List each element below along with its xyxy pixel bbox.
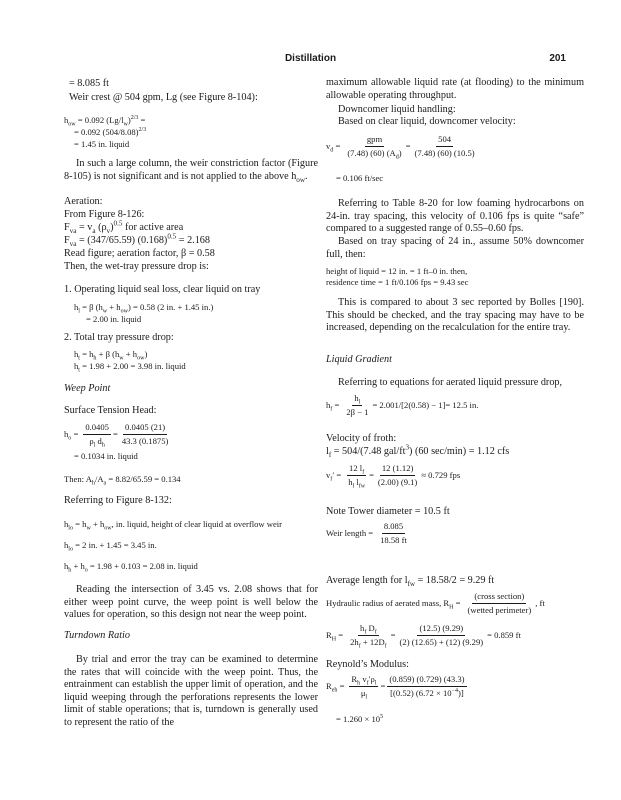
reh-result: = $1.260 \times 10^5$ [336, 714, 384, 724]
hf-equation: $h_f$ = $\frac{h_l}{2\beta - 1}$ = 2.001/[2(0.58) − 1]= 12.5 in. [326, 393, 479, 417]
fva-value: $F_{va} = (347/65.59) (0.168)^{0.5} = 2.168$ [64, 232, 210, 249]
weir-length-fraction: $\frac{8.085}{18.58 ft}$ [380, 521, 407, 545]
ho-result: = 0.1034 in. liquid [74, 451, 138, 461]
reh-fraction-1: $\frac{R_h v_f'\rho_l}{\mu_l}$ [351, 674, 377, 701]
page-number: 201 [549, 53, 566, 64]
tray-spacing-paragraph: Based on tray spacing of 24 in., assume 50% downcomer full, then: [326, 236, 584, 260]
froth-velocity-label: Velocity of froth: [326, 433, 397, 444]
height-of-liquid: height of liquid = 12 in. = 1 ft–0 in. then, [326, 266, 468, 276]
weir-length-result: = 8.085 ft [69, 78, 109, 89]
reh-equation: $R_{eh}$ = $\frac{R_h v_f'\rho_l}{\mu_l}$ = $\frac{(0.859) (0.729) (43.3)}{[(0.52) (6.72 \times 10^{-4})]}$ [326, 674, 465, 701]
residence-time: residence time = 1 ft/0.106 fps = 9.43 sec [326, 277, 469, 287]
vd-fraction-1: $\frac{\text{gpm}}{(7.48) (60) (A_d)}$ [347, 134, 402, 161]
lf-line: $l_f = 504/(7.48$ gal/$ft^3$) (60 sec/min) = 1.12 cfs [326, 443, 510, 460]
ho-equation: $h_o$ = $\frac{0.0405}{\rho_l d_h}$ = $\frac{0.0405 (21)}{43.3 (0.1875)}$ [64, 422, 169, 449]
table-reference-paragraph: Referring to Table 8-20 for low foaming hydrocarbons on 24-in. tray spacing, this velocity of 0.106 fps is quite “safe” compared to a suggested range of 0.55–0.60 fps. [326, 198, 584, 235]
rh-fraction-1: $\frac{h_f D_f}{2h_f + 12D_f}$ [350, 623, 387, 650]
item-2-eq1: $h_t = h_h + \beta$ $(h_w + h_{ow})$ [74, 349, 148, 362]
liquid-gradient-heading: Liquid Gradient [326, 354, 392, 365]
wet-tray-intro: Then, the wet-tray pressure drop is: [64, 261, 209, 272]
bolles-paragraph: This is compared to about 3 sec reported by Bolles [190]. This should be checked, and the tray spacing may have to be increased, depending on the recalculation for the entire tray. [326, 297, 584, 334]
surface-tension-label: Surface Tension Head: [64, 405, 157, 416]
weir-crest-line: Weir crest @ 504 gpm, Lg (see Figure 8-104): [69, 92, 258, 103]
item-1-heading: 1. Operating liquid seal loss, clear liquid on tray [64, 284, 261, 295]
hh-ho-value: $h_h + h_o = 1.98 + 0.103 = 2.08$ in. liquid [64, 561, 198, 574]
downcomer-label: Downcomer liquid handling: [338, 104, 456, 115]
rh-equation: $R_H$ = $\frac{h_f D_f}{2h_f + 12D_f}$ = $\frac{(12.5) (9.29)}{(2) (12.65) + (12) (9.29)}$ = 0.859 ft [326, 623, 521, 650]
hydraulic-radius-definition: Hydraulic radius of aerated mass, $R_H$ = $\frac{\text{(cross section)}}{\text{(wetted perimeter)}}$ , ft [326, 591, 545, 615]
vf-fraction-1: $\frac{12 l_f}{h_l l_{fw}}$ [348, 463, 366, 490]
rh-fraction-2: $\frac{(12.5) (9.29)}{(2) (12.65) + (12) (9.29)}$ [399, 623, 484, 647]
item-2-eq2: $h_t = 1.98 + 2.00 = 3.98$ in. liquid [74, 361, 186, 374]
hlo-value: $h_{lo} = 2$ in. + 1.45 = 3.45 in. [64, 540, 157, 553]
turndown-continuation: maximum allowable liquid rate (at flooding) to the minimum allowable operating throughput. [326, 77, 584, 101]
vf-equation: $v_f'$ = $\frac{12 l_f}{h_l l_{fw}}$ = $\frac{12 (1.12)}{(2.00) (9.1)}$ ≈ 0.729 fps [326, 463, 461, 490]
running-header-title: Distillation [284, 53, 337, 64]
ho-fraction-1: $\frac{0.0405}{\rho_l d_h}$ [85, 422, 109, 449]
hf-fraction: $\frac{h_l}{2\beta - 1}$ [346, 393, 369, 417]
turndown-paragraph: By trial and error the tray can be examined to determine the rates that will coincide with the weep point. Thus, the entrainment can establish the upper limit of operation, and the liquid weeping through the perforations represents the lower limit of stable operations; that is, turndown is generally used to represent the ratio of the [64, 654, 318, 728]
weir-length-equation: Weir length = $\frac{8.085}{18.58 ft}$ [326, 521, 407, 545]
weir-constriction-paragraph: In such a large column, the weir constriction factor (Figure 8-105) is not significant and is not applied to the above $h_{ow}$. [64, 158, 318, 184]
item-1-eq2: = 2.00 in. liquid [86, 314, 142, 324]
reynolds-label: Reynold’s Modulus: [326, 659, 409, 670]
aeration-figure-ref: From Figure 8-126: [64, 209, 145, 220]
how-eq-line2: = 0.092 $(504/8.08)^{2/3}$ [74, 127, 147, 137]
how-eq-line3: = 1.45 in. liquid [74, 139, 130, 149]
vf-fraction-2: $\frac{12 (1.12)}{(2.00) (9.1)}$ [377, 463, 418, 487]
reh-fraction-2: $\frac{(0.859) (0.729) (43.3)}{[(0.52) (6.72 \times 10^{-4})]}$ [389, 674, 465, 698]
aerated-drop-intro: Referring to equations for aerated liquid pressure drop, [338, 377, 563, 388]
figure-reference: Referring to Figure 8-132: [64, 495, 172, 506]
item-1-eq1: $h_l = \beta$ $(h_w + h_{ow}) = 0.58$ (2 in. + 1.45 in.) [74, 302, 214, 315]
how-eq-line1: $h_{ow} = 0.092$ $(Lg/l_w)^{2/3}$ = [64, 115, 146, 128]
hlo-definition: $h_{lo} = h_w + h_{ow}$, in. liquid, height of clear liquid at overflow weir [64, 519, 283, 532]
aeration-label: Aeration: [64, 196, 103, 207]
turndown-heading: Turndown Ratio [64, 630, 130, 641]
item-2-heading: 2. Total tray pressure drop: [64, 332, 174, 343]
downcomer-basis: Based on clear liquid, downcomer velocity: [338, 116, 516, 127]
vd-result: = 0.106 ft/sec [336, 173, 384, 183]
vd-fraction-2: $\frac{504}{(7.48) (60) (10.5)}$ [414, 134, 475, 158]
hydraulic-radius-fraction: $\frac{\text{(cross section)}}{\text{(wetted perimeter)}}$ [467, 591, 532, 615]
vd-equation: $v_d$ = $\frac{\text{gpm}}{(7.48) (60) (A_d)}$ = $\frac{504}{(7.48) (60) (10.5)}$ [326, 134, 475, 161]
ho-fraction-2: $\frac{0.0405 (21)}{43.3 (0.1875)}$ [121, 422, 169, 446]
aeration-factor: Read figure; aeration factor, β = 0.58 [64, 248, 215, 259]
area-ratio: Then: $A_h/A_a = 8.82/65.59 = 0.134$ [64, 474, 181, 487]
weep-intersection-paragraph: Reading the intersection of 3.45 vs. 2.08 shows that for either weep point curve, the weep point is well below the values for operation, so this design not near the weep point. [64, 584, 318, 621]
weep-point-heading: Weep Point [64, 383, 111, 394]
tower-diameter-note: Note Tower diameter = 10.5 ft [326, 506, 450, 517]
average-length: Average length for $l_{fw} = 18.58/2 = 9.29$ ft [326, 575, 495, 589]
fva-definition: $F_{va} = v_a$ $(\rho_v)^{0.5}$ for active area [64, 219, 184, 236]
